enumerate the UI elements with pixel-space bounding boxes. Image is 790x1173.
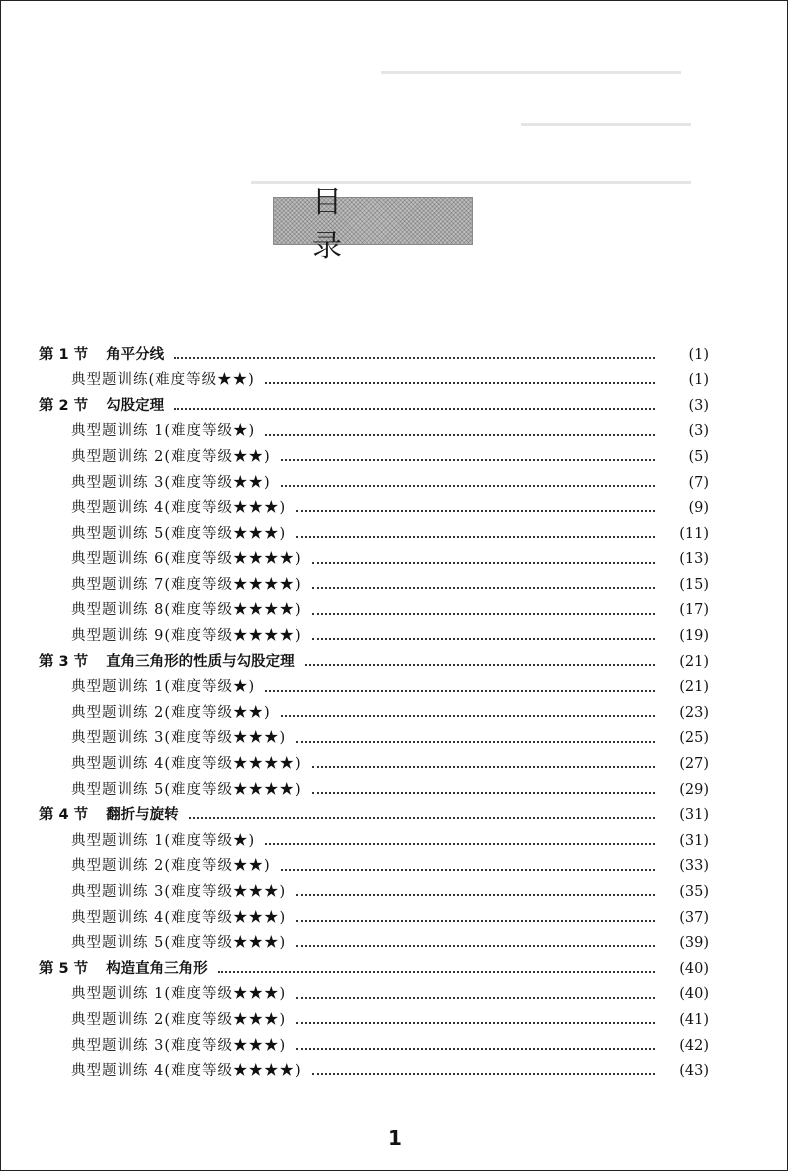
dot-leader [296, 536, 655, 538]
toc-item-row[interactable] [1, 931, 789, 957]
table-of-contents [1, 342, 789, 1084]
toc-item-row[interactable] [1, 547, 789, 573]
dot-leader [296, 510, 655, 512]
dot-leader [189, 817, 655, 819]
item-title: 典型题训练 3(难度等级★★) [71, 474, 271, 491]
toc-item-row[interactable] [1, 905, 789, 931]
page-ref: (39) [679, 935, 709, 952]
toc-item-row[interactable] [1, 572, 789, 598]
item-title: 典型题训练 3(难度等级★★★) [71, 730, 287, 747]
item-title: 典型题训练 6(难度等级★★★★) [71, 551, 302, 568]
item-title: 典型题训练 5(难度等级★★★) [71, 525, 287, 542]
toc-item-row[interactable] [1, 828, 789, 854]
toc-item-row[interactable] [1, 700, 789, 726]
toc-item-row[interactable] [1, 368, 789, 394]
page-ref: (17) [679, 602, 709, 619]
toc-item-row[interactable] [1, 624, 789, 650]
page-number: 1 [388, 1126, 402, 1150]
section-number: 第 1 节 [39, 346, 89, 363]
item-title: 典型题训练 4(难度等级★★★★) [71, 756, 302, 773]
dot-leader [296, 945, 655, 947]
page-ref: (3) [688, 397, 709, 414]
toc-section-row[interactable] [1, 342, 789, 368]
section-number: 第 5 节 [39, 960, 89, 977]
dot-leader [296, 920, 655, 922]
dot-leader [265, 843, 655, 845]
page-ref: (29) [679, 781, 709, 798]
section-title: 勾股定理 [106, 397, 165, 414]
dot-leader [296, 741, 655, 743]
toc-item-row[interactable] [1, 598, 789, 624]
page-ref: (1) [688, 346, 709, 363]
item-title: 典型题训练 2(难度等级★★) [71, 858, 271, 875]
page-ref: (40) [679, 960, 709, 977]
dot-leader [312, 766, 655, 768]
toc-item-row[interactable] [1, 777, 789, 803]
page-ref: (35) [679, 884, 709, 901]
dot-leader [312, 562, 655, 564]
dot-leader [281, 869, 655, 871]
dot-leader [296, 997, 655, 999]
page-ref: (25) [679, 730, 709, 747]
page-ref: (31) [679, 832, 709, 849]
item-title: 典型题训练 1(难度等级★) [71, 423, 256, 440]
toc-section-row[interactable] [1, 803, 789, 829]
dot-leader [312, 587, 655, 589]
dot-leader [281, 715, 655, 717]
dot-leader [312, 792, 655, 794]
dot-leader [174, 357, 655, 359]
page-ref: (19) [679, 628, 709, 645]
dot-leader [174, 408, 655, 410]
bleed-through-mark [381, 71, 681, 74]
page-ref: (21) [679, 653, 709, 670]
page-ref: (13) [679, 551, 709, 568]
toc-item-row[interactable] [1, 752, 789, 778]
item-title: 典型题训练 7(难度等级★★★★) [71, 576, 302, 593]
page-ref: (3) [688, 423, 709, 440]
page-ref: (23) [679, 704, 709, 721]
section-number: 第 2 节 [39, 397, 89, 414]
page-ref: (37) [679, 909, 709, 926]
page-ref: (42) [679, 1037, 709, 1054]
dot-leader [312, 613, 655, 615]
section-number: 第 4 节 [39, 807, 89, 824]
item-title: 典型题训练 5(难度等级★★★) [71, 935, 287, 952]
item-title: 典型题训练 4(难度等级★★★) [71, 500, 287, 517]
page-ref: (40) [679, 986, 709, 1003]
toc-item-row[interactable] [1, 444, 789, 470]
item-title: 典型题训练 1(难度等级★) [71, 832, 256, 849]
section-title: 角平分线 [106, 346, 165, 363]
page-ref: (43) [679, 1063, 709, 1080]
page-ref: (33) [679, 858, 709, 875]
page-ref: (21) [679, 679, 709, 696]
item-title: 典型题训练 3(难度等级★★★) [71, 1037, 287, 1054]
item-title: 典型题训练 4(难度等级★★★★) [71, 1063, 302, 1080]
toc-item-row[interactable] [1, 1007, 789, 1033]
toc-item-row[interactable] [1, 726, 789, 752]
item-title: 典型题训练 1(难度等级★) [71, 679, 256, 696]
page-ref: (1) [688, 372, 709, 389]
page-ref: (15) [679, 576, 709, 593]
dot-leader [312, 638, 655, 640]
page-ref: (11) [679, 525, 709, 542]
section-title: 直角三角形的性质与勾股定理 [106, 653, 295, 670]
dot-leader [296, 894, 655, 896]
dot-leader [296, 1022, 655, 1024]
dot-leader [218, 971, 655, 973]
page-ref: (5) [688, 448, 709, 465]
bleed-through-mark [521, 123, 691, 126]
toc-item-row[interactable] [1, 470, 789, 496]
dot-leader [265, 382, 655, 384]
toc-item-row[interactable] [1, 419, 789, 445]
item-title: 典型题训练 2(难度等级★★) [71, 448, 271, 465]
toc-item-row[interactable] [1, 1059, 789, 1085]
toc-item-row[interactable] [1, 982, 789, 1008]
section-title: 翻折与旋转 [106, 807, 179, 824]
toc-title: 目 录 [312, 185, 380, 264]
item-title: 典型题训练 2(难度等级★★★) [71, 1011, 287, 1028]
toc-item-row[interactable] [1, 496, 789, 522]
item-title: 典型题训练 1(难度等级★★★) [71, 986, 287, 1003]
toc-item-row[interactable] [1, 854, 789, 880]
page-ref: (31) [679, 807, 709, 824]
dot-leader [305, 664, 655, 666]
item-title: 典型题训练 3(难度等级★★★) [71, 884, 287, 901]
page-ref: (27) [679, 756, 709, 773]
toc-item-row[interactable] [1, 1033, 789, 1059]
toc-item-row[interactable] [1, 879, 789, 905]
page-ref: (41) [679, 1011, 709, 1028]
toc-title-box [273, 185, 473, 264]
dot-leader [312, 1073, 655, 1075]
item-title: 典型题训练(难度等级★★) [71, 372, 255, 389]
toc-section-row[interactable] [1, 393, 789, 419]
dot-leader [265, 434, 655, 436]
dot-leader [265, 690, 655, 692]
item-title: 典型题训练 8(难度等级★★★★) [71, 602, 302, 619]
item-title: 典型题训练 9(难度等级★★★★) [71, 628, 302, 645]
toc-section-row[interactable] [1, 956, 789, 982]
dot-leader [296, 1048, 655, 1050]
item-title: 典型题训练 5(难度等级★★★★) [71, 781, 302, 798]
toc-item-row[interactable] [1, 675, 789, 701]
page-ref: (7) [688, 474, 709, 491]
page-ref: (9) [688, 500, 709, 517]
dot-leader [281, 485, 655, 487]
item-title: 典型题训练 4(难度等级★★★) [71, 909, 287, 926]
section-number: 第 3 节 [39, 653, 89, 670]
section-title: 构造直角三角形 [106, 960, 208, 977]
item-title: 典型题训练 2(难度等级★★) [71, 704, 271, 721]
toc-section-row[interactable] [1, 649, 789, 675]
dot-leader [281, 459, 655, 461]
toc-item-row[interactable] [1, 521, 789, 547]
